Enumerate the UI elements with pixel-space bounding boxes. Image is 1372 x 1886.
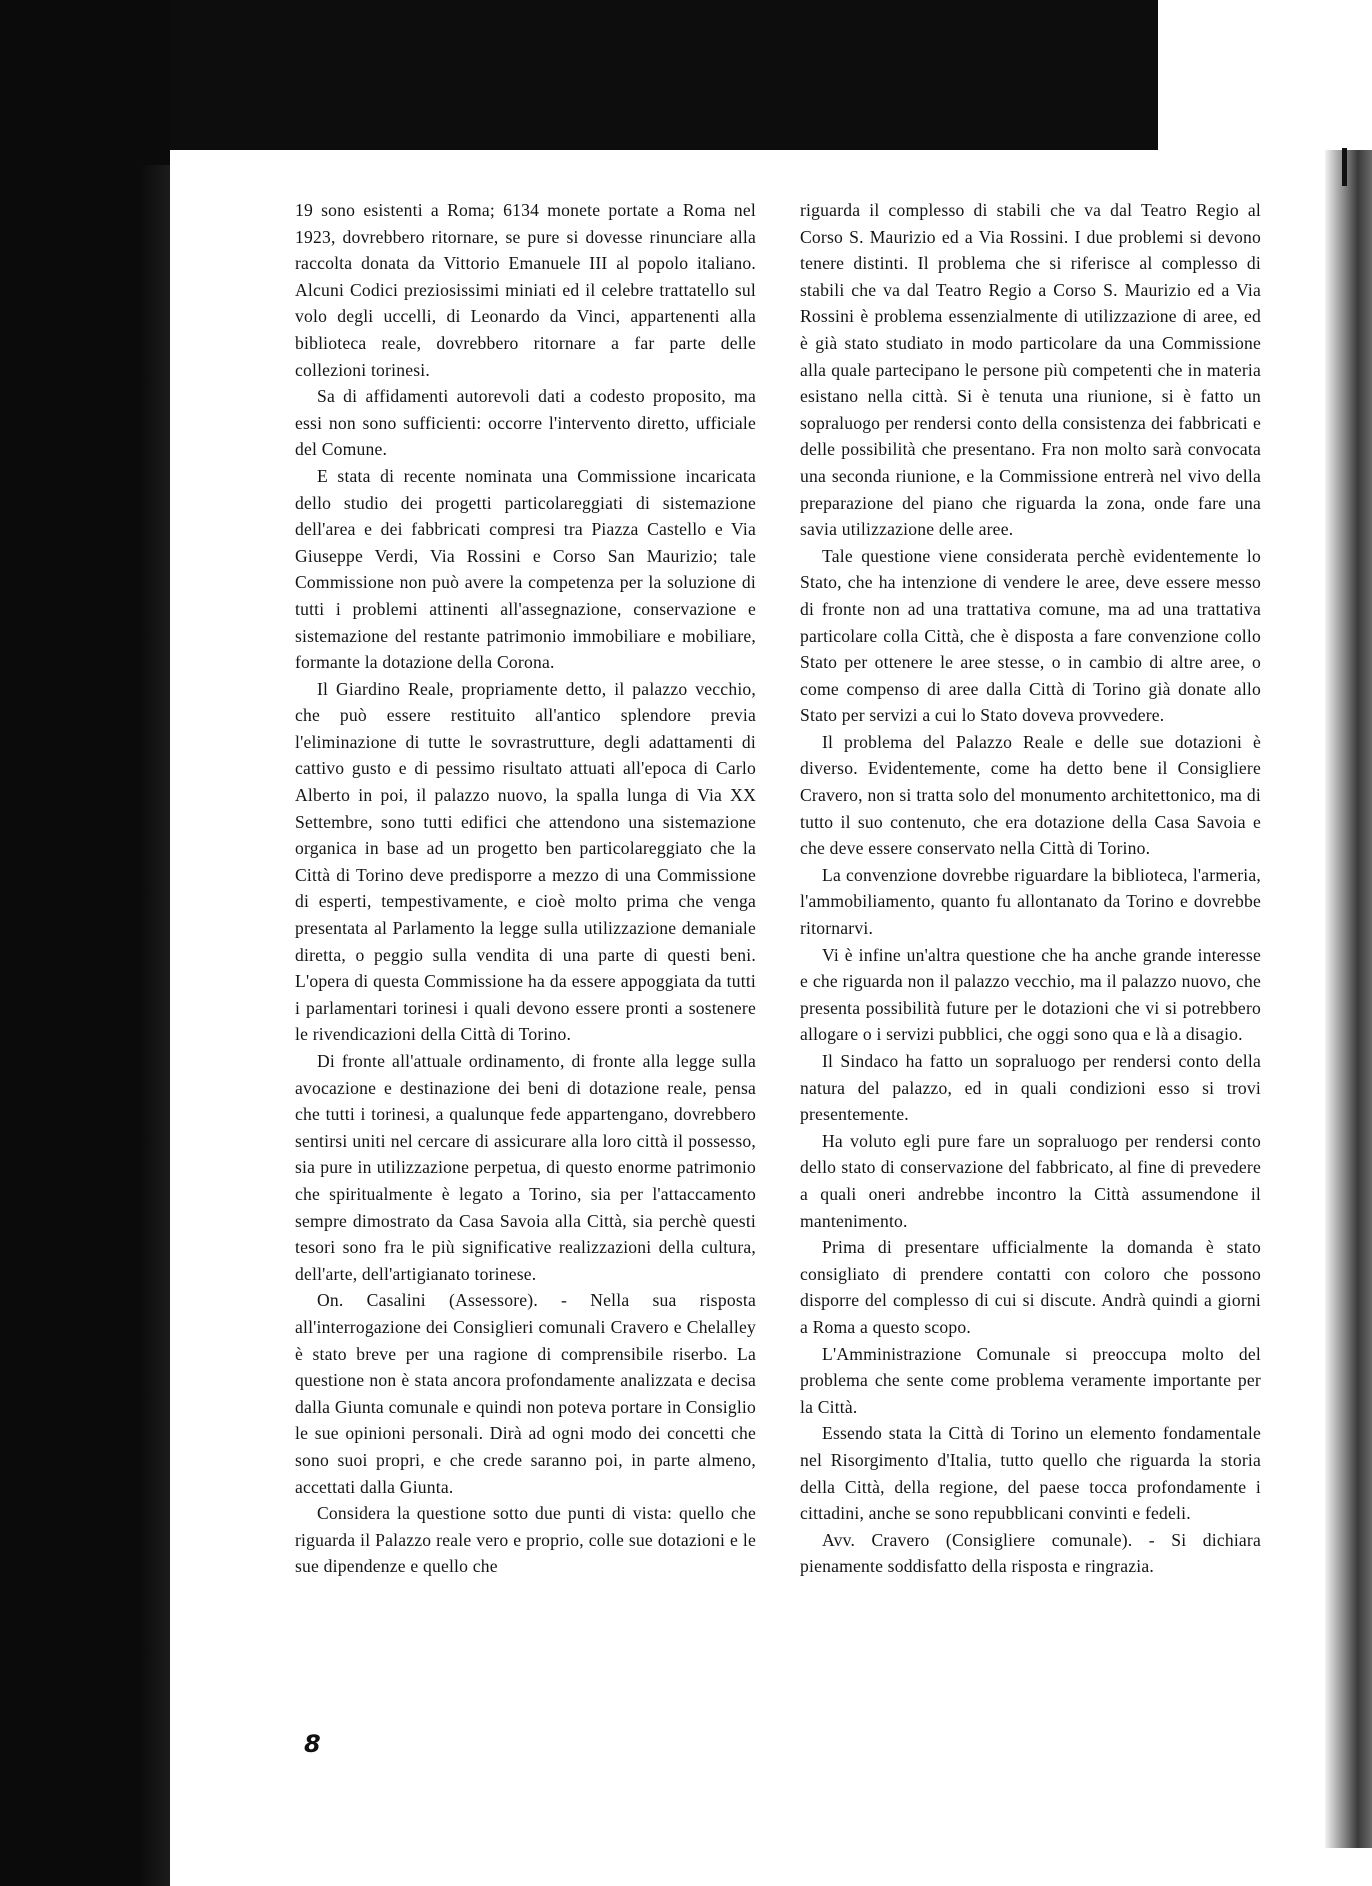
paragraph: Vi è infine un'altra questione che ha anche grande interesse e che riguarda non il palazzo vecchio, ma il palazzo nuovo, che presenta possibilità future per le dotazioni che vi si potrebbero allogare o i servizi pubblici, che oggi sono qua e là a disagio.: [800, 944, 1261, 1045]
paragraph: Il problema del Palazzo Reale e delle sue dotazioni è diverso. Evidentemente, come ha detto bene il Consigliere Cravero, non si tratta solo del monumento architettonico, ma di tutto il suo contenuto, che era dotazione della Casa Savoia e che deve essere conservato nella Città di Torino.: [800, 731, 1261, 859]
paragraph: Tale questione viene considerata perchè evidentemente lo Stato, che ha intenzione di vendere le aree, deve essere messo di fronte non ad una trattativa comune, ma ad una trattativa particolare colla Città, che è disposta a fare convenzione collo Stato per ottenere le aree stesse, o in cambio di altre aree, o come compenso di aree dalla Città di Torino già donate allo Stato per servizi a cui lo Stato doveva provvedere.: [800, 545, 1261, 726]
paragraph: Considera la questione sotto due punti di vista: quello che riguarda il Palazzo reale vero e proprio, colle sue dotazioni e le sue dipendenze e quello che: [295, 1503, 756, 1577]
left-text-column: [295, 197, 756, 1580]
paragraph: Il Giardino Reale, propriamente detto, il palazzo vecchio, che può essere restituito all'antico splendore previa l'eliminazione di tutte le sovrastrutture, degli adattamenti di cattivo gusto e di pessimo risultato attuati all'epoca di Carlo Alberto in poi, il palazzo nuovo, la spalla lunga di Via XX Settembre, sono tutti edifici che attendono una sistemazione organica in base ad un progetto ben particolareggiato che la Città di Torino deve predisporre a mezzo di una Commissione di esperti, tempestivamente, e cioè molto prima che venga presentata al Parlamento la legge sulla utilizzazione demaniale diretta, o peggio sulla vendita di una parte di questi beni. L'opera di questa Commissione ha da essere appoggiata da tutti i parlamentari torinesi i quali devono essere pronti a sostenere le rivendicazioni della Città di Torino.: [295, 678, 756, 1045]
paragraph: Di fronte all'attuale ordinamento, di fronte alla legge sulla avocazione e destinazione dei beni di dotazione reale, pensa che tutti i torinesi, a qualunque fede appartengano, dovrebbero sentirsi uniti nel cercare di assicurare alla loro città il possesso, sia pure in utilizzazione perpetua, di questo enorme patrimonio che spiritualmente è legato a Torino, sia per l'attaccamento sempre dimostrato da Casa Savoia alla Città, sia perchè questi tesori sono fra le più significative realizzazioni della cultura, dell'arte, dell'artigianato torinese.: [295, 1051, 756, 1284]
paragraph: Sa di affidamenti autorevoli dati a codesto proposito, ma essi non sono sufficienti: occorre l'intervento diretto, ufficiale del Comune.: [295, 386, 756, 460]
page-right-edge-shadow: [1325, 150, 1372, 1848]
paragraph: E stata di recente nominata una Commissione incaricata dello studio dei progetti particolareggiati di sistemazione dell'area e dei fabbricati compresi tra Piazza Castello e Via Giuseppe Verdi, Via Rossini e Corso San Maurizio; tale Commissione non può avere la competenza per la soluzione di tutti i problemi attinenti all'assegnazione, conservazione e sistemazione del restante patrimonio immobiliare e mobiliare, formante la dotazione della Corona.: [295, 465, 756, 673]
scan-border-top: [0, 0, 1158, 165]
paragraph: Il Sindaco ha fatto un sopraluogo per rendersi conto della natura del palazzo, ed in quali condizioni esso si trovi presentemente.: [800, 1051, 1261, 1125]
page-number: 8: [304, 1730, 321, 1758]
scan-border-left-edge: [140, 165, 170, 1886]
paragraph: 19 sono esistenti a Roma; 6134 monete portate a Roma nel 1923, dovrebbero ritornare, se pure si dovesse rinunciare alla raccolta donata da Vittorio Emanuele III al popolo italiano. Alcuni Codici preziosissimi miniati ed il celebre trattatello sul volo degli uccelli, di Leonardo da Vinci, appartenenti alla biblioteca reale, dovrebbero ritornare a far parte delle collezioni torinesi.: [295, 200, 756, 380]
page-edge-mark: [1342, 148, 1347, 186]
paragraph: riguarda il complesso di stabili che va dal Teatro Regio al Corso S. Maurizio ed a Via Rossini. I due problemi si devono tenere distinti. Il problema che si riferisce al complesso di stabili che va dal Teatro Regio a Corso S. Maurizio ed a Via Rossini è problema essenzialmente di utilizzazione di aree, ed è già stato studiato in modo particolare da una Commissione alla quale partecipano le persone più competenti che in materia esistano nella città. Si è tenuta una riunione, si è fatto un sopraluogo per rendersi conto della consistenza dei fabbricati e delle possibilità che presentano. Fra non molto sarà convocata una seconda riunione, e la Commissione entrerà nel vivo della preparazione del piano che riguarda la zona, onde fare una savia utilizzazione delle aree.: [800, 200, 1261, 540]
paragraph: Prima di presentare ufficialmente la domanda è stato consigliato di prendere contatti con coloro che possono disporre del complesso di cui si discute. Andrà quindi a giorni a Roma a questo scopo.: [800, 1237, 1261, 1337]
right-text-column: [800, 197, 1261, 1580]
paragraph: L'Amministrazione Comunale si preoccupa molto del problema che sente come problema veramente importante per la Città.: [800, 1343, 1261, 1417]
paragraph: Ha voluto egli pure fare un sopraluogo per rendersi conto dello stato di conservazione del fabbricato, al fine di prevedere a quali oneri andrebbe incontro la Città assumendone il mantenimento.: [800, 1130, 1261, 1231]
paragraph: On. Casalini (Assessore). - Nella sua risposta all'interrogazione dei Consiglieri comunali Cravero e Chelalley è stato breve per una ragione di comprensibile riserbo. La questione non è stata ancora profondamente analizzata e decisa dalla Giunta comunale e quindi non poteva portare in Consiglio le sue opinioni personali. Dirà ad ogni modo dei concetti che sono suoi propri, e che crede saranno poi, in parte almeno, accettati dalla Giunta.: [295, 1290, 756, 1497]
paragraph: La convenzione dovrebbe riguardare la biblioteca, l'armeria, l'ammobiliamento, quanto fu allontanato da Torino e dovrebbe ritornarvi.: [800, 864, 1261, 939]
paragraph: Avv. Cravero (Consigliere comunale). - Si dichiara pienamente soddisfatto della risposta e ringrazia.: [800, 1529, 1261, 1577]
paragraph: Essendo stata la Città di Torino un elemento fondamentale nel Risorgimento d'Italia, tutto quello che riguarda la storia della Città, della regione, del paese tocca profondamente i cittadini, anche se sono repubblicani convinti e fedeli.: [800, 1423, 1261, 1524]
